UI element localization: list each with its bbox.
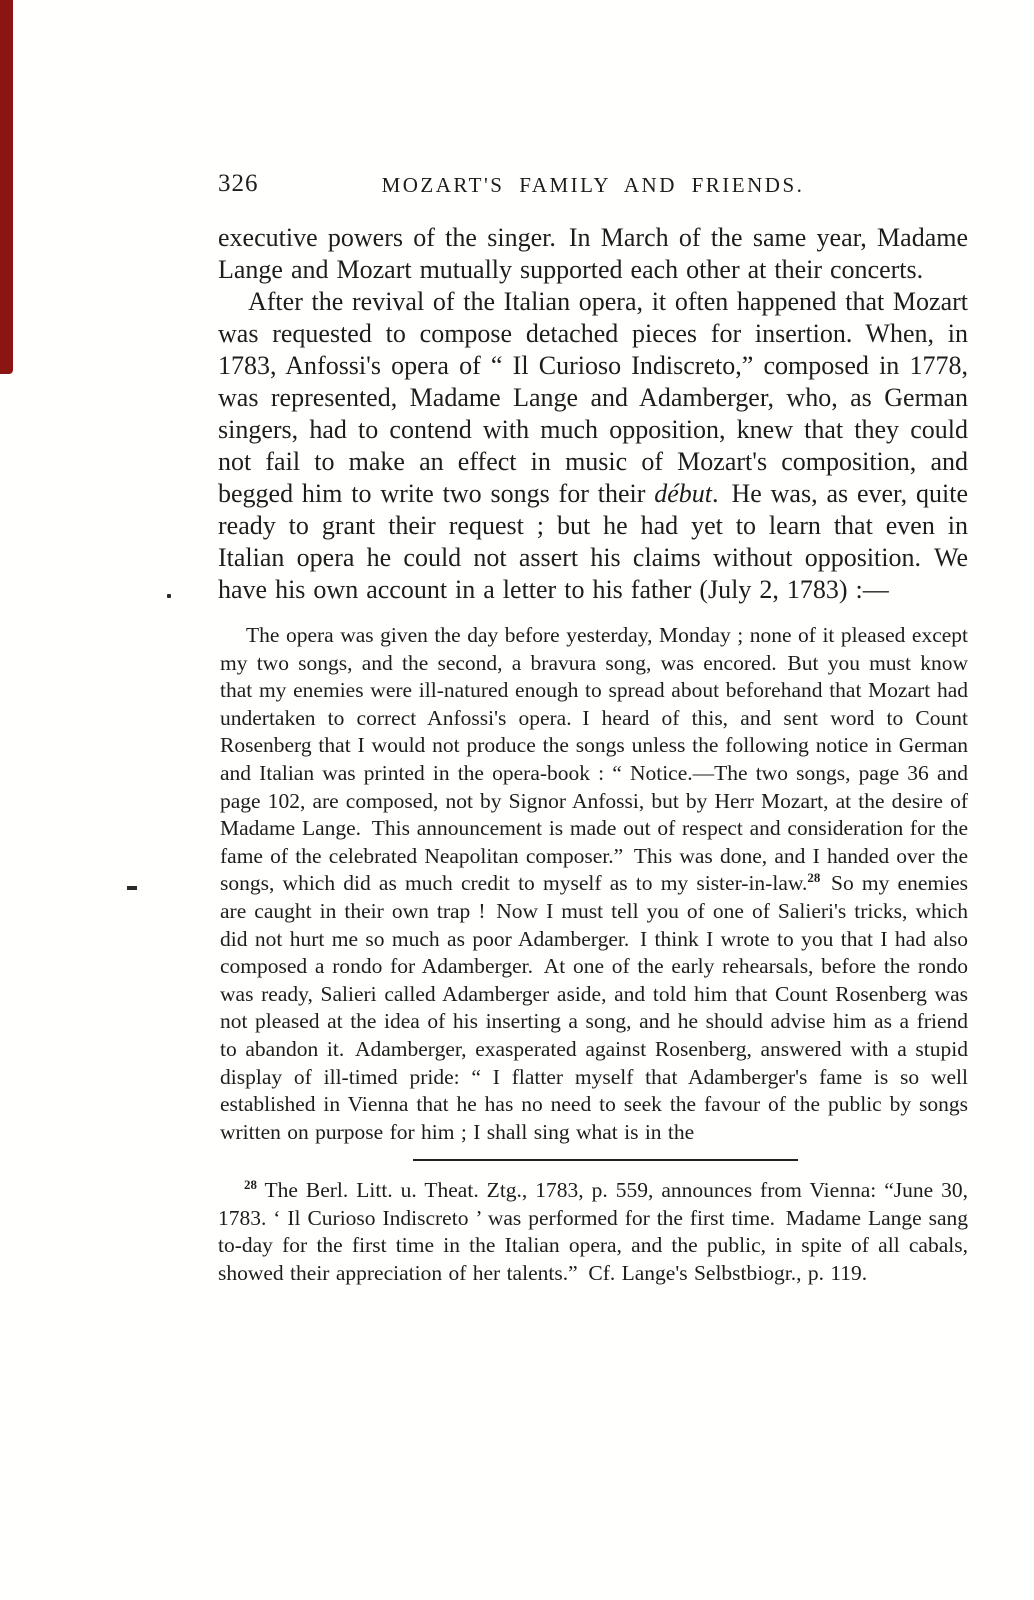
scan-edge-artifact <box>0 0 13 374</box>
block-quote-letter: The opera was given the day before yesterday, Monday ; none of it pleased except my two songs, and the second, a bravura song, was encored. But you must know that my enemies were ill-natured enough to spread about beforehand that Mozart had undertaken to correct Anfossi's opera. I heard of this, and sent word to Count Rosenberg that I would not produce the songs unless the following notice in German and Italian was printed in the opera-book : “ Notice.—The two songs, page 36 and page 102, are composed, not by Signor Anfossi, but by Herr Mozart, at the desire of Madame Lange. This announcement is made out of respect and consideration for the fame of the celebrated Neapolitan composer.” This was done, and I handed over the songs, which did as much credit to myself as to my sister-in-law.$^{28}$ So my enemies are caught in their own trap ! Now I must tell you of one of Salieri's tricks, which did not hurt me so much as poor Adamberger. I think I wrote to you that I had also composed a rondo for Adamberger. At one of the early rehearsals, before the rondo was ready, Salieri called Adamberger aside, and told him that Count Rosenberg was not pleased at the idea of his inserting a song, and he should advise him as a friend to abandon it. Adamberger, exasperated against Rosenberg, answered with a stupid display of ill-timed pride: “ I flatter myself that Adamberger's fame is so well established in Vienna that he has no need to seek the favour of the public by songs written on purpose for him ; I shall sing what is in the <box>220 623 969 1144</box>
footnote-separator <box>413 1159 798 1161</box>
paragraph-continuation: executive powers of the singer. In March of the same year, Madame Lange and Mozart mutually supported each other at their concerts. <box>218 223 968 284</box>
scan-speck <box>167 594 171 598</box>
page-number: 326 <box>218 170 259 197</box>
scan-speck <box>127 886 137 890</box>
footnote: $^{28}$ The Berl. Litt. u. Theat. Ztg., 1783, p. 559, announces from Vienna: “June 30, 1783. ‘ Il Curioso Indiscreto ’ was performed for the first time. Madame Lange sang to-day for the first time in the Italian opera, and the public, in spite of all cabals, showed their appreciation of her talents.” Cf. Lange's Selbstbiogr., p. 119. <box>218 1178 968 1286</box>
text-block <box>218 170 968 1288</box>
page-header <box>218 170 968 200</box>
paragraph: After the revival of the Italian opera, it often happened that Mozart was requested to compose detached pieces for insertion. When, in 1783, Anfossi's opera of “ Il Curioso Indiscreto,” composed in 1778, was represented, Madame Lange and Adamberger, who, as German singers, had to contend with much opposition, knew that they could not fail to make an effect in music of Mozart's composition, and begged him to write two songs for their début. He was, as ever, quite ready to grant their request ; but he had yet to learn that even in Italian opera he could not assert his claims without opposition. We have his own account in a letter to his father (July 2, 1783) :— <box>218 287 968 604</box>
running-title: MOZART'S FAMILY AND FRIENDS. <box>381 173 805 197</box>
